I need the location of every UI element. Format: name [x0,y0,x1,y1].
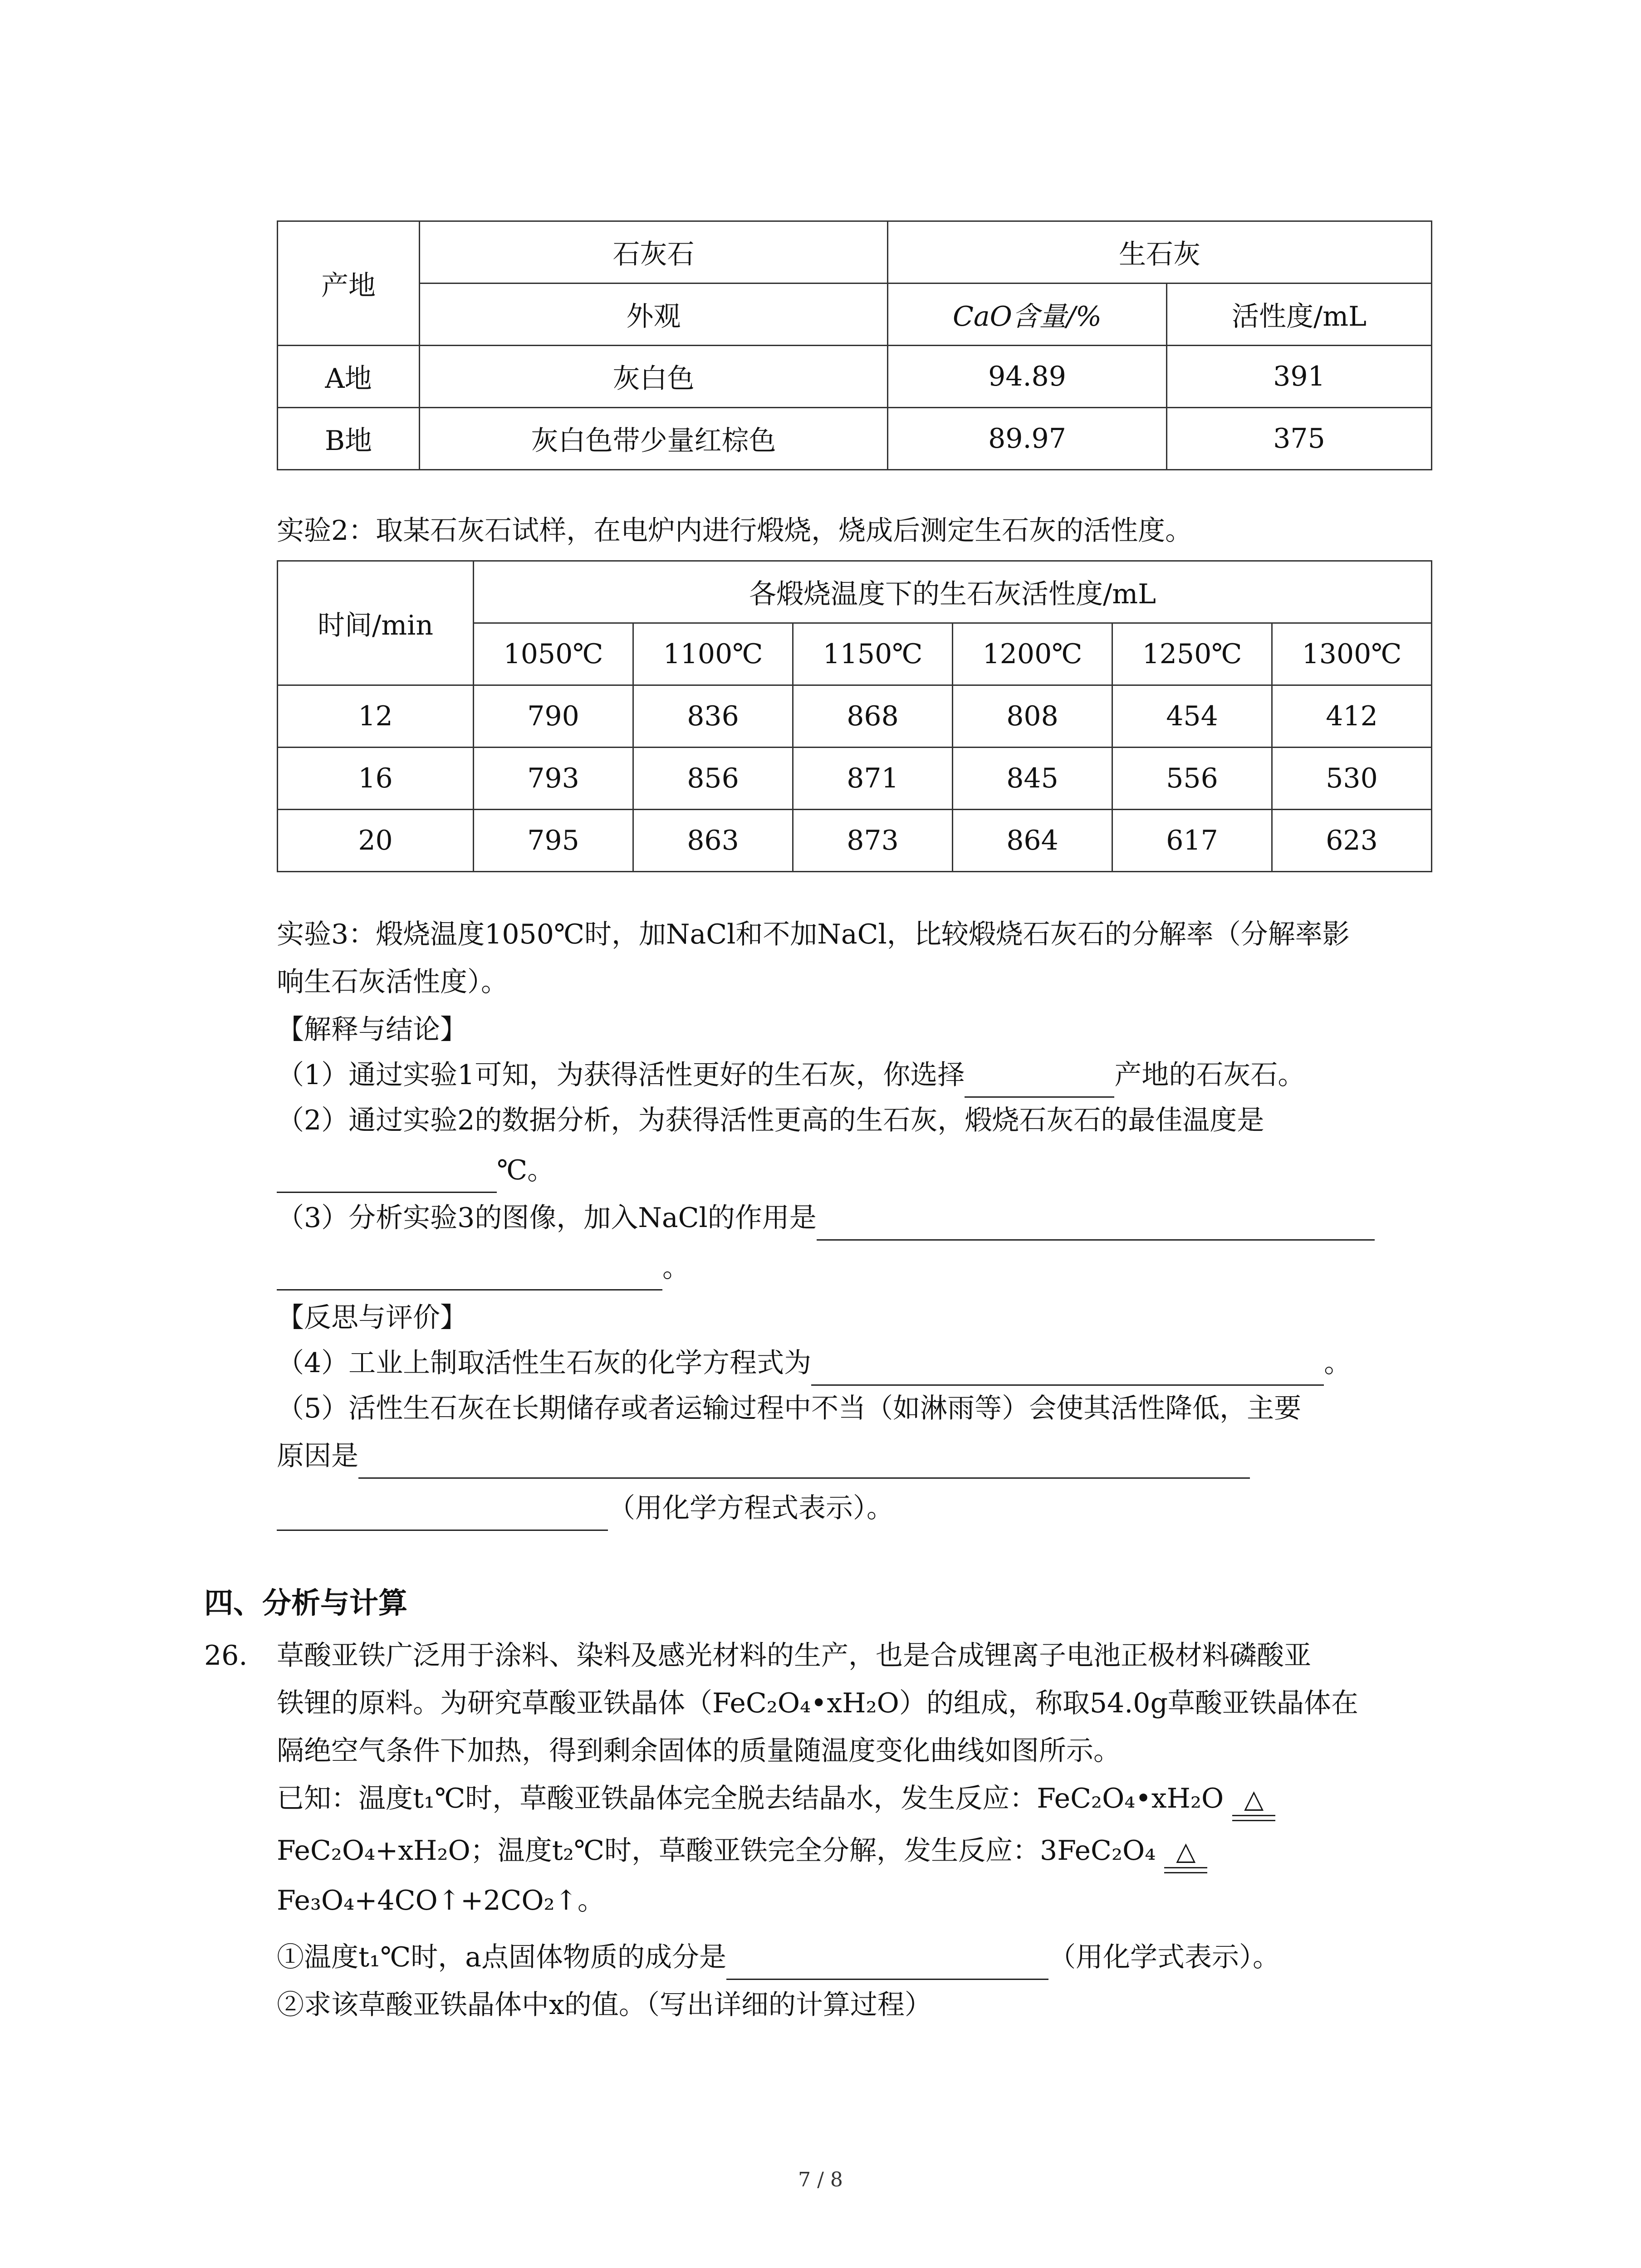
question-1 [277,1052,1305,1098]
value-cell: 845 [953,748,1112,810]
question-2-text: （2）通过实验2的数据分析，为获得活性更高的生石灰，煅烧石灰石的最佳温度是 [277,1105,1264,1136]
table-row [278,346,1432,408]
value-cell: 623 [1272,810,1432,872]
sub-question-1-suffix: （用化学式表示）。 [1048,1941,1280,1973]
value-cell: 863 [633,810,793,872]
section-4-title: 四、分析与计算 [204,1587,407,1620]
temp-header: 1050℃ [474,623,633,685]
question-26-sub-2: ②求该草酸亚铁晶体中x的值。（写出详细的计算过程） [277,1989,932,2021]
value-cell: 793 [474,748,633,810]
question-26-line-2: 铁锂的原料。为研究草酸亚铁晶体（FeC₂O₄•xH₂O）的组成，称取54.0g草酸亚铁晶体在 [277,1687,1358,1719]
answer-blank-5b[interactable] [277,1497,608,1531]
temperature-group-header: 各煅烧温度下的生石灰活性度/mL [474,561,1432,623]
table-row [278,685,1432,748]
question-3 [277,1195,1375,1241]
value-cell: 836 [633,685,793,748]
experiment-3-line-1: 实验3：煅烧温度1050℃时，加NaCl和不加NaCl，比较煅烧石灰石的分解率（分解率影 [277,919,1350,950]
question-2-suffix: ℃。 [497,1154,555,1186]
question-5-text: （5）活性生石灰在长期储存或者运输过程中不当（如淋雨等）会使其活性降低，主要 [277,1393,1302,1424]
heating-condition-2 [1164,1838,1207,1873]
cao-cell: 89.97 [888,408,1167,470]
answer-blank-3b[interactable] [277,1256,662,1290]
answer-blank-5a[interactable] [358,1445,1250,1479]
question-26-line-1: 草酸亚铁广泛用于涂料、染料及感光材料的生产，也是合成锂离子电池正极材料磷酸亚 [277,1640,1311,1672]
activity-cell: 375 [1167,408,1432,470]
heat-triangle-icon: △ [1176,1837,1196,1866]
question-26-line-4 [277,1776,1275,1821]
appearance-cell: 灰白色 [420,346,888,408]
question-4 [277,1340,1351,1386]
equals-bar [1232,1815,1275,1821]
experiment-2-intro: 实验2：取某石灰石试样，在电炉内进行煅烧，烧成后测定生石灰的活性度。 [277,515,1193,547]
question-5-line-2 [277,1433,1250,1479]
origin-header: 产地 [278,221,420,346]
question-26-line-6: Fe₃O₄+4CO↑+2CO₂↑。 [277,1885,605,1916]
appearance-cell: 灰白色带少量红棕色 [420,408,888,470]
given-reaction-2: FeC₂O₄+xH₂O；温度t₂℃时，草酸亚铁完全分解，发生反应：3FeC₂O₄ [277,1835,1156,1867]
question-26-line-3: 隔绝空气条件下加热，得到剩余固体的质量随温度变化曲线如图所示。 [277,1735,1121,1767]
appearance-header: 外观 [420,284,888,346]
answer-blank-2[interactable] [277,1159,497,1193]
value-cell: 790 [474,685,633,748]
time-cell: 20 [278,810,474,872]
question-3-text: （3）分析实验3的图像，加入NaCl的作用是 [277,1202,817,1234]
value-cell: 454 [1112,685,1272,748]
value-cell: 856 [633,748,793,810]
section-reflection: 【反思与评价】 [277,1302,467,1334]
answer-blank-1[interactable] [965,1064,1114,1098]
time-cell: 12 [278,685,474,748]
limestone-origin-table [277,220,1432,470]
temp-header: 1250℃ [1112,623,1272,685]
quicklime-header: 生石灰 [888,221,1432,284]
activity-header: 活性度/mL [1167,284,1432,346]
section-explanation: 【解释与结论】 [277,1014,467,1046]
origin-cell: A地 [278,346,420,408]
question-4-text: （4）工业上制取活性生石灰的化学方程式为 [277,1347,812,1379]
time-header: 时间/min [278,561,474,685]
value-cell: 871 [793,748,953,810]
question-5-reason-label: 原因是 [277,1440,358,1472]
value-cell: 795 [474,810,633,872]
temp-header: 1200℃ [953,623,1112,685]
question-1-suffix: 产地的石灰石。 [1114,1059,1305,1091]
value-cell: 873 [793,810,953,872]
temp-header: 1300℃ [1272,623,1432,685]
value-cell: 530 [1272,748,1432,810]
question-3-answer-line [277,1245,690,1290]
question-2-answer-line [277,1148,554,1193]
question-26-number: 26. [204,1640,248,1672]
question-4-suffix: 。 [1324,1347,1352,1379]
activity-cell: 391 [1167,346,1432,408]
answer-blank-26-1[interactable] [726,1946,1048,1980]
question-1-text: （1）通过实验1可知，为获得活性更好的生石灰，你选择 [277,1059,965,1091]
given-reaction-1: 已知：温度t₁℃时，草酸亚铁晶体完全脱去结晶水，发生反应：FeC₂O₄•xH₂O [277,1783,1224,1814]
origin-cell: B地 [278,408,420,470]
answer-blank-3a[interactable] [817,1207,1375,1241]
value-cell: 864 [953,810,1112,872]
answer-blank-4[interactable] [811,1352,1324,1386]
experiment-3-line-2: 响生石灰活性度）。 [277,966,508,998]
limestone-header: 石灰石 [420,221,888,284]
table-row [278,408,1432,470]
heat-triangle-icon: △ [1244,1784,1264,1814]
value-cell: 556 [1112,748,1272,810]
question-26-sub-1 [277,1935,1280,1980]
temp-header: 1100℃ [633,623,793,685]
question-5-suffix: （用化学方程式表示）。 [608,1492,894,1524]
table-row [278,810,1432,872]
heating-condition-1 [1232,1786,1275,1821]
question-5-line-3 [277,1486,894,1531]
cao-content-header: CaO含量/% [888,284,1167,346]
question-3-suffix: 。 [662,1252,690,1284]
time-cell: 16 [278,748,474,810]
question-26-line-5 [277,1828,1207,1873]
calcination-activity-table [277,560,1432,872]
equals-bar [1164,1867,1207,1873]
table-row [278,748,1432,810]
value-cell: 412 [1272,685,1432,748]
cao-cell: 94.89 [888,346,1167,408]
page-number: 7 / 8 [798,2168,843,2191]
value-cell: 617 [1112,810,1272,872]
value-cell: 868 [793,685,953,748]
sub-question-1-text: ①温度t₁℃时，a点固体物质的成分是 [277,1941,727,1973]
value-cell: 808 [953,685,1112,748]
temp-header: 1150℃ [793,623,953,685]
